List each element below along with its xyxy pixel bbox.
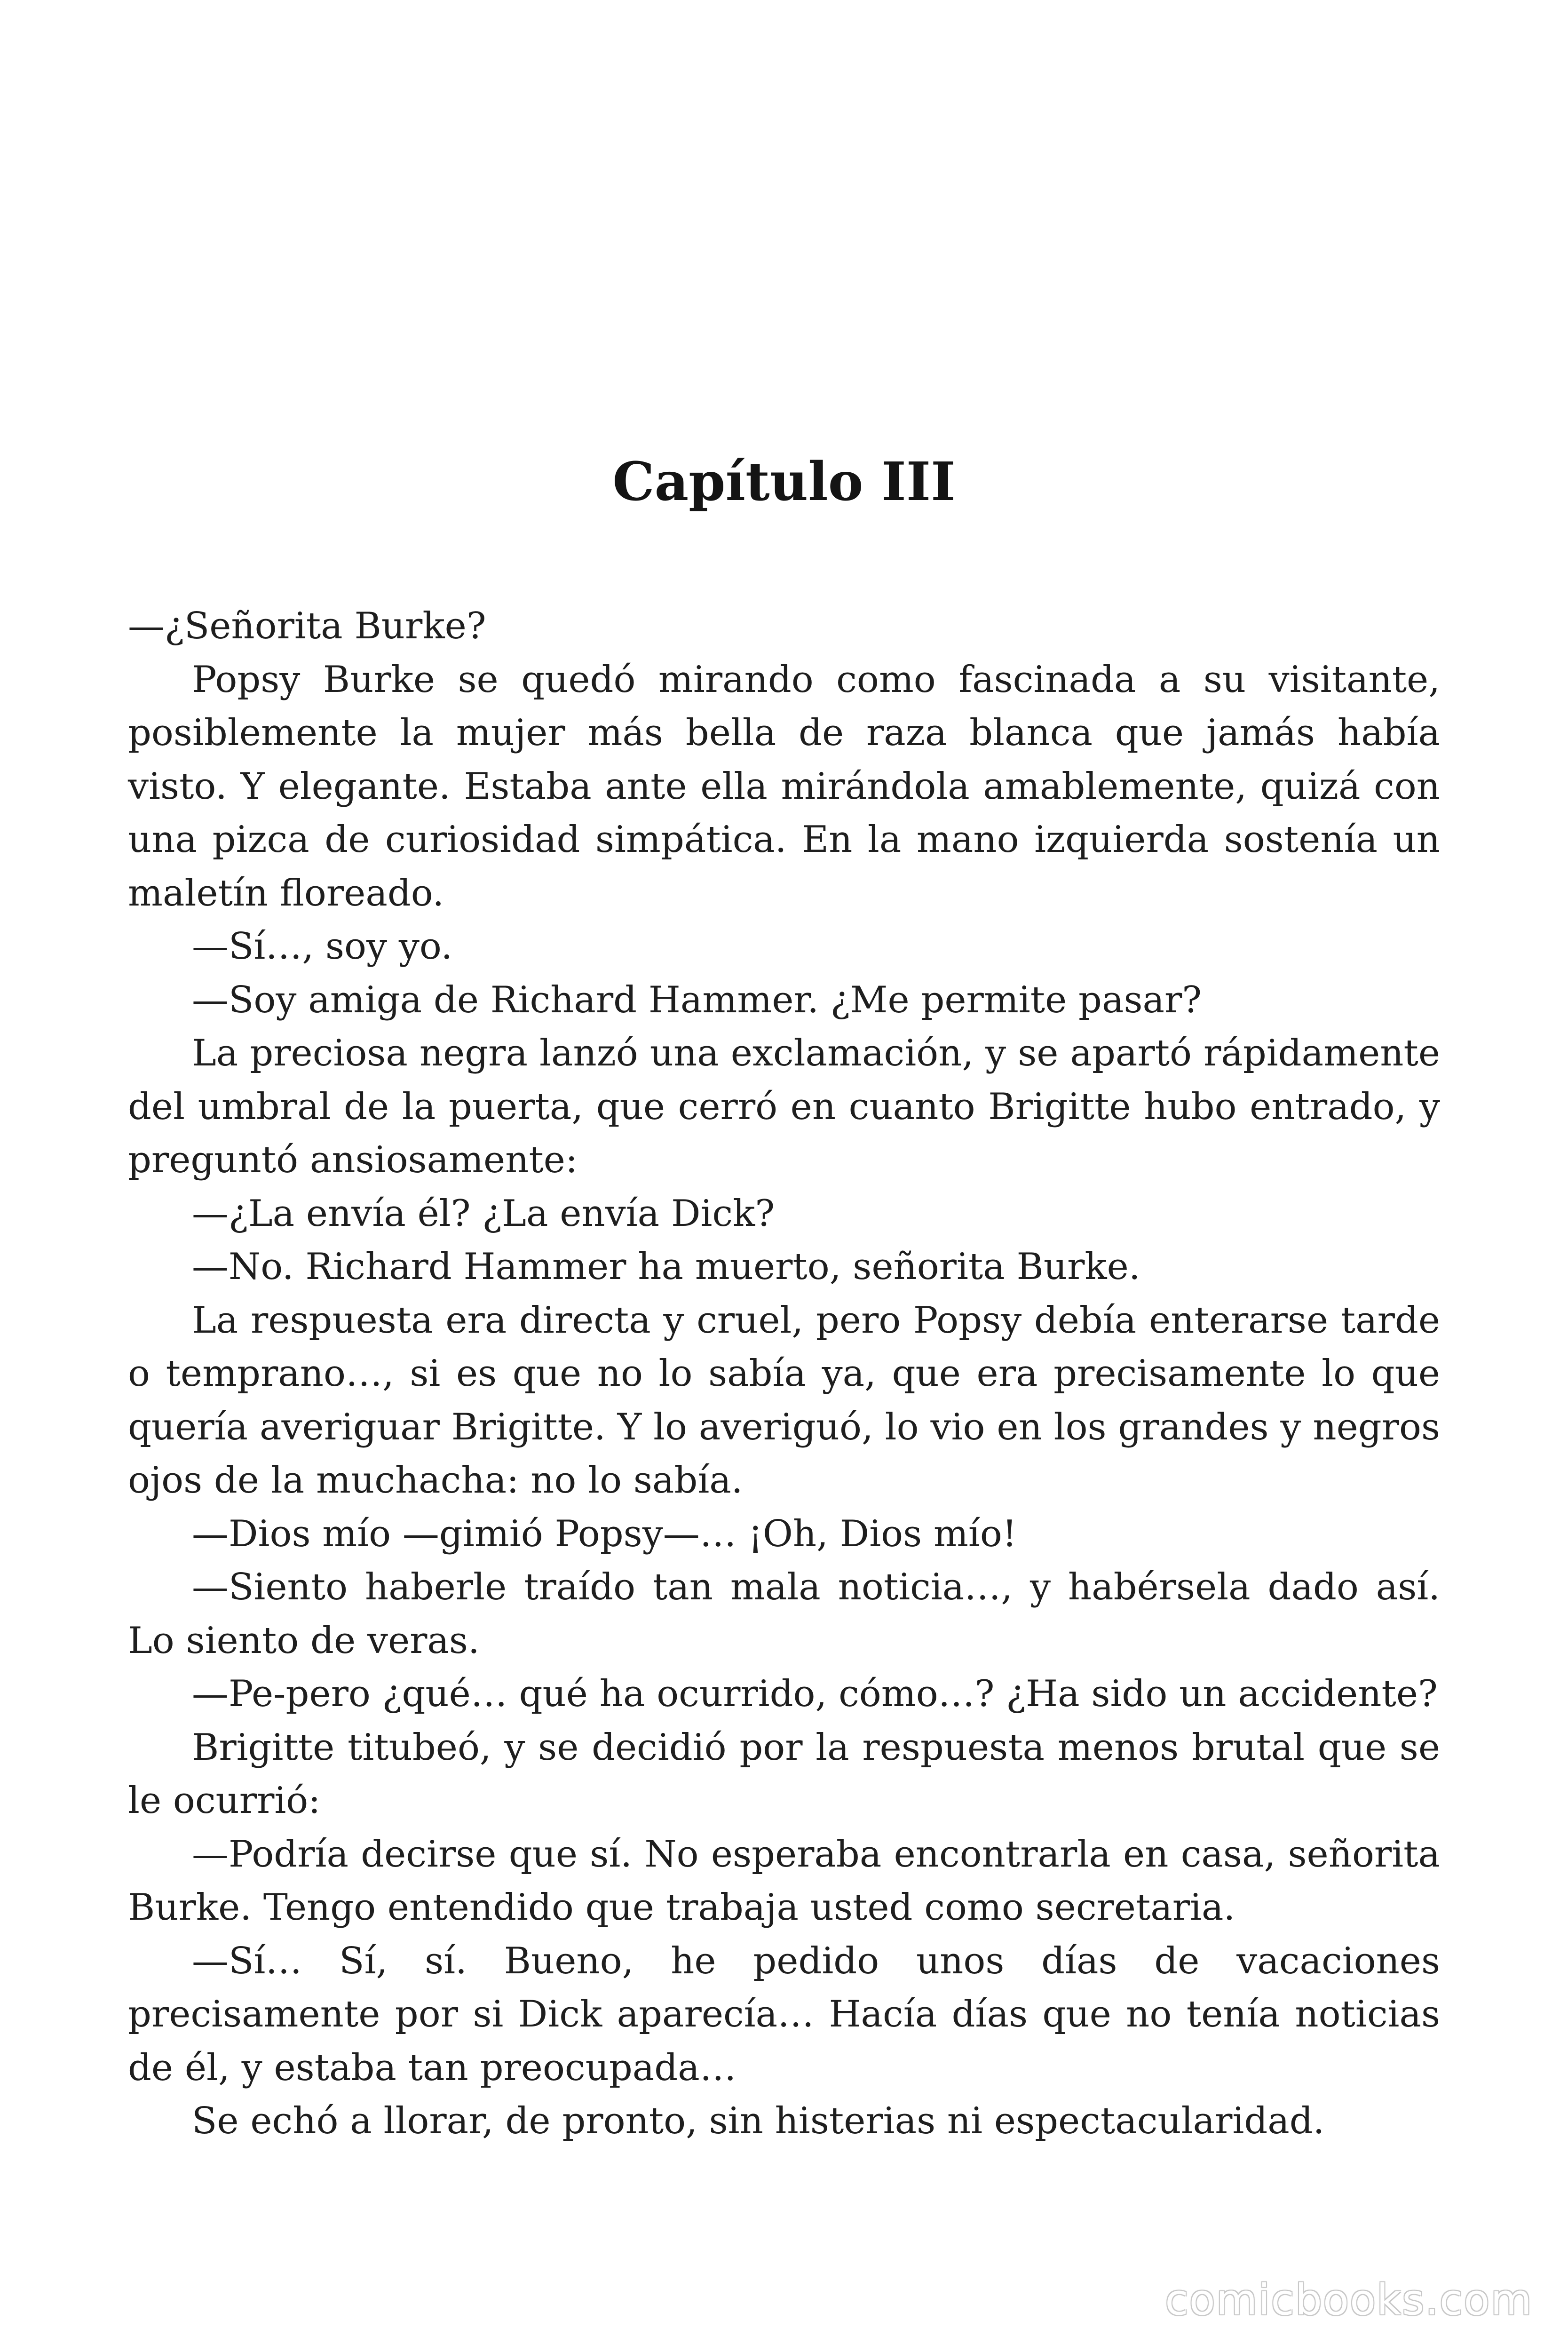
chapter-title: Capítulo III (612, 451, 956, 513)
paragraph: La respuesta era directa y cruel, pero Popsy debía enterarse tarde o temprano…, si es que no lo sabía ya, que era precisamente lo que quería averiguar Brigitte. Y lo averiguó, lo vio en los grandes y negros ojos de la muchacha: no lo sabía. (128, 1299, 1440, 1502)
paragraph: Se echó a llorar, de pronto, sin histerias ni espectacularidad. (192, 2100, 1325, 2142)
paragraph: —Pe-pero ¿qué… qué ha ocurrido, cómo…? ¿Ha sido un accidente? (192, 1673, 1438, 1715)
paragraph: —Sí…, soy yo. (192, 925, 453, 968)
paragraph: —¿Señorita Burke? (128, 605, 486, 647)
paragraph: —¿La envía él? ¿La envía Dick? (192, 1192, 775, 1235)
paragraph: —Dios mío —gimió Popsy—… ¡Oh, Dios mío! (192, 1512, 1017, 1555)
paragraph: Brigitte titubeó, y se decidió por la respuesta menos brutal que se le ocurrió: (128, 1726, 1440, 1822)
paragraph: —Siento haberle traído tan mala noticia…, y habérsela dado así. Lo siento de veras. (128, 1566, 1440, 1662)
paragraph: La preciosa negra lanzó una exclamación, y se apartó rápidamente del umbral de la puerta, que cerró en cuanto Brigitte hubo entrado, y preguntó ansiosamente: (128, 1032, 1440, 1181)
watermark-logo: comicbooks.com (1165, 2275, 1533, 2325)
paragraph: —Podría decirse que sí. No esperaba encontrarla en casa, señorita Burke. Tengo entendido que trabaja usted como secretaria. (128, 1833, 1440, 1929)
paragraph: Popsy Burke se quedó mirando como fascinada a su visitante, posiblemente la mujer más bella de raza blanca que jamás había visto. Y elegante. Estaba ante ella mirándola amablemente, quizá con una pizca de curiosidad simpática. En la mano izquierda sostenía un maletín floreado. (128, 658, 1440, 914)
chapter-body (128, 600, 1440, 2148)
paragraph: —Soy amiga de Richard Hammer. ¿Me permite pasar? (192, 978, 1202, 1021)
paragraph: —No. Richard Hammer ha muerto, señorita Burke. (192, 1246, 1140, 1288)
paragraph: —Sí… Sí, sí. Bueno, he pedido unos días de vacaciones precisamente por si Dick aparecía… Hacía días que no tenía noticias de él, y estaba tan preocupada… (128, 1939, 1440, 2089)
